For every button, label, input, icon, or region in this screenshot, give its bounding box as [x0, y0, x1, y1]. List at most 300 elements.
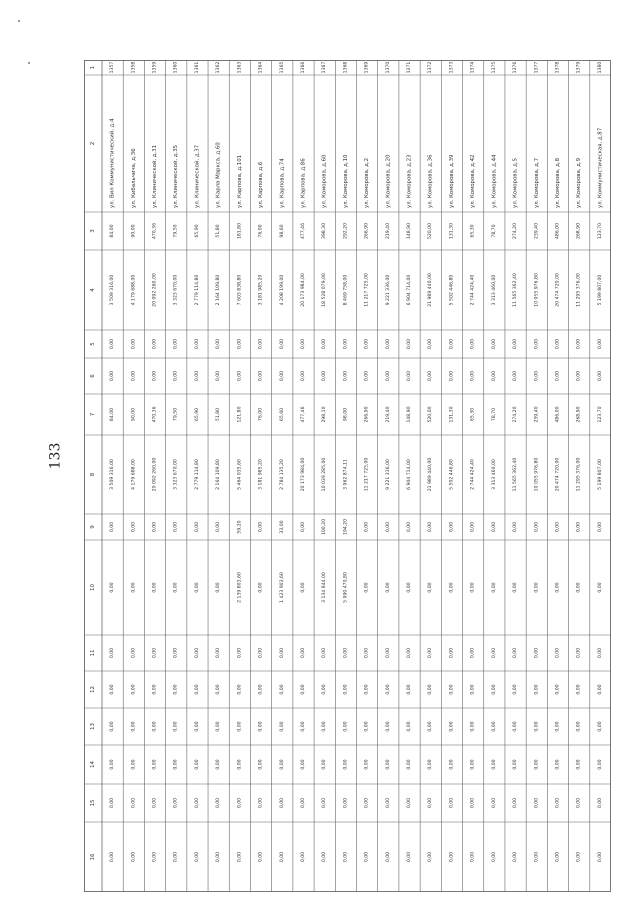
value-cell: 520,00	[428, 406, 434, 423]
value-cell: 274,20	[513, 222, 519, 240]
value-cell: 0,00	[173, 721, 179, 732]
value-cell: 0,00	[470, 647, 476, 659]
value-cell: 0,00	[385, 370, 391, 382]
value-cell: 0,00	[513, 582, 519, 593]
value-cell: 98,60	[279, 224, 285, 238]
column-number: 12	[90, 686, 96, 693]
value-cell: 0,00	[194, 759, 200, 770]
value-cell: 0,00	[131, 521, 137, 533]
column-number: 7	[90, 412, 96, 417]
value-cell: 0,00	[152, 721, 158, 732]
value-cell: 65,90	[194, 407, 200, 422]
value-cell: 0,00	[407, 721, 413, 732]
value-cell: 0,00	[343, 338, 349, 350]
value-cell: 0,00	[237, 370, 243, 382]
value-cell: 3 313 460,00	[491, 459, 497, 490]
row-number-cell: 1380	[597, 61, 603, 74]
row-number-cell: 1369	[364, 61, 370, 74]
value-cell: 0,00	[407, 851, 413, 863]
value-cell: 0,00	[364, 721, 370, 732]
value-cell: 0,00	[428, 851, 434, 863]
value-cell: 0,00	[152, 797, 158, 809]
value-cell: 3 323 670,00	[173, 459, 179, 490]
value-cell: 0,00	[322, 797, 328, 809]
address-cell: ул. Коморова, д.5	[512, 157, 519, 208]
value-cell: 0,00	[322, 759, 328, 770]
value-cell: 2 744 424,40	[470, 274, 476, 306]
address-cell: ул. Клинической, д.35	[173, 144, 180, 208]
value-cell: 0,00	[216, 647, 222, 659]
value-cell: 0,00	[428, 684, 434, 695]
value-cell: 0,00	[216, 797, 222, 809]
value-cell: 0,00	[258, 759, 264, 770]
value-cell: 2 744 424,40	[470, 459, 476, 490]
value-cell: 0,00	[385, 797, 391, 809]
value-cell: 268,90	[576, 406, 582, 423]
address-cell: ул. Коморова, д.23	[406, 154, 413, 208]
value-cell: 0,00	[407, 582, 413, 593]
address-cell: ул. Карла Маркса, д.60	[215, 142, 222, 208]
value-cell: 0,00	[576, 647, 582, 659]
value-cell: 0,00	[513, 521, 519, 533]
value-cell: 470,36	[152, 222, 158, 240]
value-cell: 2 164 109,80	[216, 274, 222, 306]
value-cell: 0,00	[322, 370, 328, 382]
row-number-cell: 1372	[428, 61, 434, 74]
value-cell: 148,90	[407, 222, 413, 240]
value-cell: 0,00	[131, 684, 137, 695]
value-cell: 0,00	[194, 582, 200, 593]
value-cell: 0,00	[364, 582, 370, 593]
value-cell: 0,00	[131, 797, 137, 809]
value-cell: 9 221 336,00	[385, 274, 391, 306]
value-cell: 0,00	[279, 797, 285, 809]
value-cell: 0,00	[237, 851, 243, 863]
value-cell: 6 904 714,00	[407, 459, 413, 490]
value-cell: 0,00	[131, 759, 137, 770]
value-cell: 0,00	[110, 370, 116, 382]
address-cell: ул. Коморова, д.7	[533, 157, 540, 208]
value-cell: 0,00	[534, 338, 540, 350]
value-cell: 0,00	[597, 338, 603, 350]
table-grid	[84, 60, 611, 892]
value-cell: 292,20	[343, 222, 349, 240]
value-cell: 121,80	[237, 406, 243, 423]
value-cell: 3 134 844,00	[322, 572, 328, 603]
address-cell: ул. Коморова, д.39	[448, 154, 455, 208]
value-cell: 0,00	[597, 851, 603, 863]
value-cell: 90,00	[131, 407, 137, 422]
value-cell: 0,00	[407, 338, 413, 350]
value-cell: 20 474 720,00	[555, 457, 561, 492]
row-number-cell: 1376	[513, 61, 519, 74]
value-cell: 0,00	[300, 721, 306, 732]
value-cell: 0,00	[407, 647, 413, 659]
value-cell: 0,00	[407, 759, 413, 770]
row-number-cell: 1371	[407, 61, 413, 74]
value-cell: 0,00	[428, 582, 434, 593]
address-cell: ул. Коморова, д.2	[364, 157, 371, 208]
row-number-cell: 1367	[322, 61, 328, 74]
value-cell: 59,20	[237, 520, 243, 534]
value-cell: 0,00	[194, 797, 200, 809]
value-cell: 10 055 976,80	[534, 273, 540, 307]
value-cell: 0,00	[300, 521, 306, 533]
value-cell: 0,00	[576, 759, 582, 770]
value-cell: 0,00	[555, 647, 561, 659]
value-cell: 0,00	[300, 370, 306, 382]
value-cell: 0,00	[513, 684, 519, 695]
value-cell: 0,00	[555, 370, 561, 382]
value-cell: 0,00	[555, 851, 561, 863]
value-cell: 266,90	[364, 406, 370, 423]
row-number-cell: 1361	[194, 61, 200, 74]
value-cell: 9 221 336,00	[385, 459, 391, 490]
value-cell: 20 092 260,00	[152, 457, 158, 492]
value-cell: 3 509 316,00	[110, 459, 116, 490]
value-cell: 0,00	[216, 338, 222, 350]
value-cell: 131,30	[449, 406, 455, 423]
value-cell: 0,00	[322, 338, 328, 350]
value-cell: 11 217 725,00	[364, 273, 370, 307]
value-cell: 219,40	[385, 406, 391, 423]
value-cell: 98,00	[343, 407, 349, 422]
value-cell: 100,20	[322, 518, 328, 536]
value-cell: 78,70	[491, 224, 497, 238]
value-cell: 6 904 714,00	[407, 274, 413, 306]
value-cell: 0,00	[258, 647, 264, 659]
value-cell: 219,40	[385, 222, 391, 240]
value-cell: 0,00	[364, 370, 370, 382]
value-cell: 486,00	[555, 222, 561, 240]
value-cell: 5 502 446,80	[449, 459, 455, 490]
value-cell: 0,00	[216, 759, 222, 770]
value-cell: 0,00	[173, 370, 179, 382]
address-cell: ул. Коморова, д.9	[576, 157, 583, 208]
value-cell: 0,00	[449, 684, 455, 695]
value-cell: 0,00	[131, 338, 137, 350]
address-cell: ул. Вил Коммунистический, д.4	[109, 118, 116, 208]
value-cell: 0,00	[513, 797, 519, 809]
value-cell: 0,00	[555, 759, 561, 770]
column-number: 14	[90, 761, 96, 768]
value-cell: 0,00	[449, 851, 455, 863]
row-number-cell: 1362	[216, 61, 222, 74]
value-cell: 0,00	[534, 370, 540, 382]
value-cell: 8 469 758,00	[343, 274, 349, 306]
value-cell: 0,00	[576, 338, 582, 350]
value-cell: 0,00	[597, 797, 603, 809]
value-cell: 0,00	[534, 647, 540, 659]
value-cell: 0,00	[237, 338, 243, 350]
value-cell: 266,90	[364, 222, 370, 240]
value-cell: 0,00	[491, 684, 497, 695]
value-cell: 0,00	[131, 647, 137, 659]
value-cell: 0,00	[237, 759, 243, 770]
value-cell: 0,00	[597, 647, 603, 659]
value-cell: 11 217 725,00	[364, 457, 370, 492]
value-cell: 0,00	[534, 721, 540, 732]
value-cell: 10 055 976,80	[534, 457, 540, 492]
value-cell: 0,00	[597, 370, 603, 382]
address-cell: ул. Карпова, д.6	[258, 161, 265, 208]
value-cell: 0,00	[173, 338, 179, 350]
value-cell: 0,00	[385, 851, 391, 863]
value-cell: 0,00	[194, 684, 200, 695]
value-cell: 0,00	[300, 684, 306, 695]
value-cell: 0,00	[279, 370, 285, 382]
value-cell: 0,00	[428, 647, 434, 659]
value-cell: 90,00	[131, 224, 137, 238]
value-cell: 239,40	[534, 406, 540, 423]
value-cell: 0,00	[194, 338, 200, 350]
value-cell: 0,00	[597, 759, 603, 770]
value-cell: 0,00	[534, 684, 540, 695]
column-number: 9	[90, 525, 96, 529]
value-cell: 181,80	[237, 222, 243, 240]
value-cell: 0,00	[513, 851, 519, 863]
address-cell: ул. Клинической, д.37	[194, 144, 201, 208]
value-cell: 123,70	[597, 222, 603, 240]
address-cell: ул. Коморова, д.42	[470, 154, 477, 208]
value-cell: 0,00	[385, 582, 391, 593]
value-cell: 0,00	[385, 647, 391, 659]
value-cell: 0,00	[110, 582, 116, 593]
value-cell: 194,20	[343, 518, 349, 536]
column-number: 16	[90, 853, 96, 861]
value-cell: 0,00	[110, 338, 116, 350]
value-cell: 0,00	[597, 684, 603, 695]
row-number-cell: 1379	[576, 61, 582, 74]
value-cell: 0,00	[194, 521, 200, 533]
value-cell: 0,00	[152, 647, 158, 659]
value-cell: 3 962 874,11	[343, 459, 349, 490]
value-cell: 2 779 114,80	[194, 274, 200, 306]
value-cell: 0,00	[216, 582, 222, 593]
value-cell: 0,00	[258, 370, 264, 382]
value-cell: 0,00	[237, 684, 243, 695]
value-cell: 0,00	[173, 851, 179, 863]
column-number: 4	[90, 288, 96, 292]
value-cell: 0,00	[300, 647, 306, 659]
value-cell: 79,50	[173, 224, 179, 238]
value-cell: 0,00	[194, 721, 200, 732]
value-cell: 0,00	[258, 338, 264, 350]
row-number-cell: 1374	[470, 61, 476, 74]
value-cell: 5 199 807,00	[597, 459, 603, 490]
value-cell: 0,00	[364, 647, 370, 659]
value-cell: 4 208 199,00	[279, 274, 285, 306]
value-cell: 2 164 109,80	[216, 459, 222, 490]
address-cell: ул. Коморова, д.36	[427, 154, 434, 208]
value-cell: 0,00	[173, 582, 179, 593]
value-cell: 0,00	[555, 582, 561, 593]
value-cell: 0,00	[555, 338, 561, 350]
value-cell: 78,70	[491, 407, 497, 422]
row-number-cell: 1378	[555, 61, 561, 74]
value-cell: 0,00	[216, 684, 222, 695]
row-number-cell: 1363	[237, 61, 243, 74]
value-cell: 0,00	[322, 647, 328, 659]
value-cell: 470,36	[152, 406, 158, 423]
value-cell: 0,00	[470, 797, 476, 809]
value-cell: 398,30	[322, 222, 328, 240]
value-cell: 10 039 285,00	[322, 457, 328, 492]
value-cell: 0,00	[216, 370, 222, 382]
value-cell: 0,00	[470, 721, 476, 732]
value-cell: 0,00	[279, 647, 285, 659]
value-cell: 0,00	[407, 521, 413, 533]
row-number-cell: 1360	[173, 61, 179, 74]
value-cell: 0,00	[279, 721, 285, 732]
value-cell: 0,00	[534, 759, 540, 770]
value-cell: 0,00	[216, 521, 222, 533]
row-number-cell: 1359	[152, 61, 158, 74]
value-cell: 4 179 688,00	[131, 274, 137, 306]
value-cell: 0,00	[491, 721, 497, 732]
value-cell: 520,00	[428, 222, 434, 240]
value-cell: 0,00	[576, 797, 582, 809]
value-cell: 11 565 362,40	[513, 273, 519, 307]
column-number: 1	[90, 65, 96, 70]
value-cell: 0,00	[597, 721, 603, 732]
value-cell: 0,00	[513, 721, 519, 732]
address-cell: ул. Коморова, д.20	[385, 154, 392, 208]
value-cell: 0,00	[364, 338, 370, 350]
value-cell: 0,00	[258, 851, 264, 863]
value-cell: 65,30	[470, 224, 476, 238]
page-number: 133	[47, 442, 64, 470]
scan-speck	[28, 62, 30, 64]
value-cell: 0,00	[449, 338, 455, 350]
value-cell: 76,00	[258, 407, 264, 422]
value-cell: 0,00	[407, 797, 413, 809]
value-cell: 0,00	[449, 521, 455, 533]
value-cell: 0,00	[364, 684, 370, 695]
value-cell: 5 199 807,00	[597, 274, 603, 306]
column-number: 10	[90, 584, 96, 591]
value-cell: 0,00	[300, 797, 306, 809]
address-cell: ул. Карпова, д.86	[300, 158, 307, 208]
value-cell: 0,00	[385, 721, 391, 732]
value-cell: 0,00	[110, 721, 116, 732]
value-cell: 3 509 316,00	[110, 274, 116, 306]
value-cell: 0,00	[194, 647, 200, 659]
value-cell: 274,20	[513, 406, 519, 423]
value-cell: 0,00	[576, 582, 582, 593]
value-cell: 0,00	[152, 338, 158, 350]
value-cell: 4 179 688,00	[131, 459, 137, 490]
value-cell: 0,00	[343, 370, 349, 382]
value-cell: 2 779 114,80	[194, 459, 200, 490]
value-cell: 0,00	[300, 851, 306, 863]
value-cell: 0,00	[194, 370, 200, 382]
value-cell: 0,00	[513, 338, 519, 350]
address-cell: ул. Карпова, д.74	[279, 158, 286, 208]
value-cell: 0,00	[364, 851, 370, 863]
row-number-cell: 1370	[385, 61, 391, 74]
column-number: 6	[90, 374, 96, 378]
value-cell: 0,00	[470, 582, 476, 593]
value-cell: 0,00	[491, 338, 497, 350]
value-cell: 0,00	[216, 851, 222, 863]
value-cell: 0,00	[449, 721, 455, 732]
value-cell: 0,00	[449, 797, 455, 809]
value-cell: 0,00	[428, 338, 434, 350]
value-cell: 0,00	[110, 851, 116, 863]
row-number-cell: 1366	[300, 61, 306, 74]
value-cell: 0,00	[385, 684, 391, 695]
value-cell: 0,00	[173, 759, 179, 770]
row-number-cell: 1368	[343, 61, 349, 74]
scan-speck	[18, 20, 20, 22]
value-cell: 0,00	[258, 721, 264, 732]
value-cell: 11 295 376,00	[576, 273, 582, 307]
value-cell: 0,00	[491, 759, 497, 770]
row-number-cell: 1375	[491, 61, 497, 74]
value-cell: 0,00	[513, 647, 519, 659]
value-cell: 20 474 720,00	[555, 273, 561, 307]
value-cell: 0,00	[470, 759, 476, 770]
value-cell: 0,00	[237, 647, 243, 659]
value-cell: 0,00	[385, 759, 391, 770]
row-number-cell: 1364	[258, 61, 264, 74]
address-cell: ул. Коморова, д.8	[554, 157, 561, 208]
value-cell: 0,00	[449, 759, 455, 770]
value-cell: 2 139 803,60	[237, 572, 243, 603]
value-cell: 477,46	[300, 406, 306, 423]
value-cell: 0,00	[279, 759, 285, 770]
value-cell: 0,00	[131, 851, 137, 863]
value-cell: 0,00	[364, 521, 370, 533]
value-cell: 0,00	[237, 797, 243, 809]
value-cell: 0,00	[110, 684, 116, 695]
value-cell: 5 502 446,80	[449, 274, 455, 306]
value-cell: 7 603 838,80	[237, 274, 243, 306]
value-cell: 84,00	[110, 407, 116, 422]
value-cell: 0,00	[470, 684, 476, 695]
value-cell: 0,00	[428, 759, 434, 770]
value-cell: 0,00	[534, 797, 540, 809]
value-cell: 148,90	[407, 406, 413, 423]
row-number-cell: 1377	[534, 61, 540, 74]
value-cell: 11 565 362,40	[513, 457, 519, 492]
value-cell: 0,00	[428, 521, 434, 533]
value-cell: 0,00	[449, 370, 455, 382]
value-cell: 0,00	[131, 370, 137, 382]
value-cell: 0,00	[279, 338, 285, 350]
column-number: 15	[90, 799, 96, 807]
value-cell: 18 528 079,00	[322, 273, 328, 307]
value-cell: 0,00	[470, 521, 476, 533]
column-number: 8	[90, 472, 96, 477]
value-cell: 0,00	[470, 851, 476, 863]
address-cell: ул. Коморова, д.10	[342, 154, 349, 208]
value-cell: 0,00	[364, 797, 370, 809]
value-cell: 0,00	[534, 851, 540, 863]
value-cell: 0,00	[491, 647, 497, 659]
value-cell: 3 181 985,20	[258, 274, 264, 306]
value-cell: 0,00	[152, 521, 158, 533]
value-cell: 0,00	[470, 338, 476, 350]
value-cell: 0,00	[152, 582, 158, 593]
value-cell: 298,10	[322, 406, 328, 423]
value-cell: 0,00	[110, 759, 116, 770]
value-cell: 0,00	[258, 684, 264, 695]
value-cell: 5 990 470,80	[343, 572, 349, 603]
value-cell: 0,00	[576, 370, 582, 382]
value-cell: 268,90	[576, 222, 582, 240]
